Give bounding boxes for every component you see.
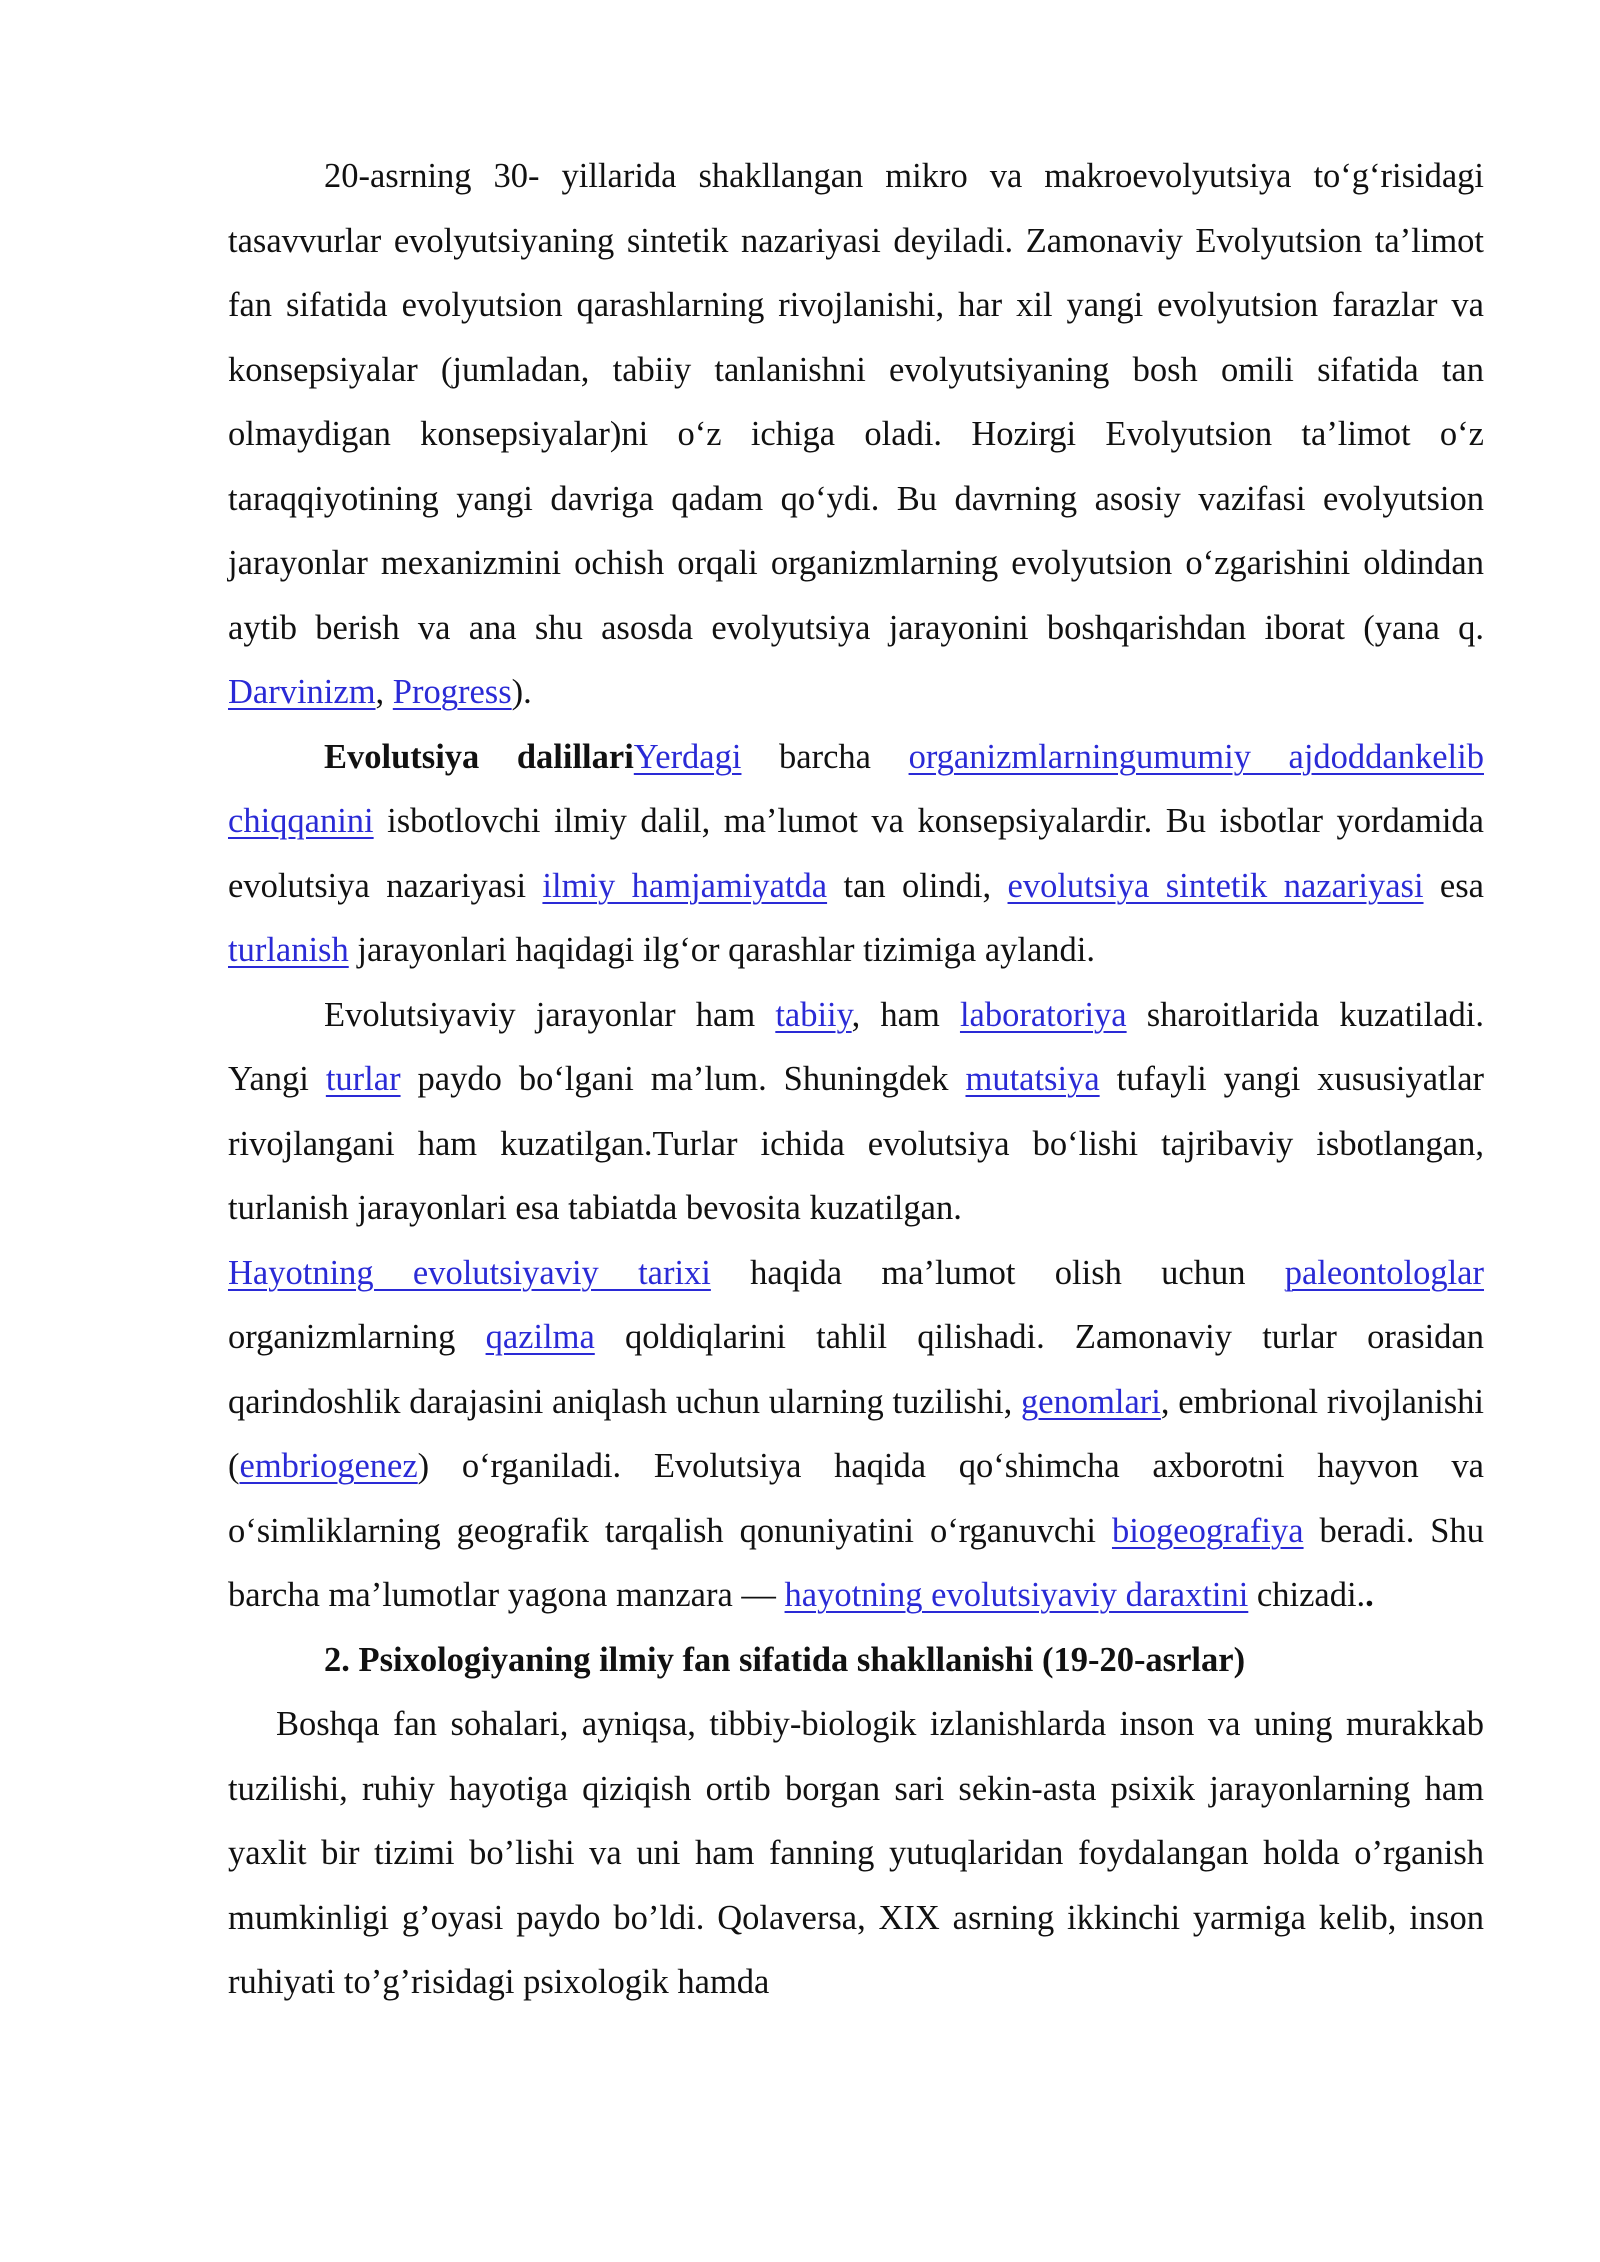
paragraph-text: tan olindi, bbox=[827, 866, 1008, 905]
paragraph-text: ). bbox=[511, 673, 532, 711]
paragraph-text: 20-asrning 30- yillarida shakllangan mikro va makroevolyutsiya to‘g‘risidagi tasavvurlar evolyutsiyaning sintetik nazariyasi deyiladi. Zamonaviy Evolyutsion ta’limot fan sifatida evolyutsion qarashlarning rivojlanishi, har xil yangi evolyutsion farazlar va konsepsiyalar (jumladan, tabiiy tanlanishni evolyutsiyaning bosh omili sifatida tan olmaydigan konsepsiyalar)ni o‘z ichiga oladi. Hozirgi Evolyutsion ta’limot o‘z taraqqiyotining yangi davriga qadam qo‘ydi. Bu davrning asosiy vazifasi evolyutsion jarayonlar mexanizmini ochish orqali organizmlarning evolyutsion o‘zgarishini oldindan aytib berish va ana shu asosda evolyutsiya jarayonini boshqarishdan iborat (yana q. bbox=[228, 157, 1484, 647]
paragraph-text: qoldiqlarini tahlil qilishadi. Zamonaviy turlar orasidan qarindoshlik darajasini aniqlash uchun ularning tuzilishi, bbox=[228, 1318, 1484, 1421]
paragraph-psychology bbox=[228, 1692, 1484, 2015]
paragraph-text: Evolutsiyaviy jarayonlar ham bbox=[324, 995, 776, 1034]
paragraph-text: jarayonlari haqidagi ilg‘or qarashlar tizimiga aylandi. bbox=[348, 931, 1095, 969]
paragraph-text: isbotlovchi ilmiy dalil, ma’lumot va konsepsiyalardir. Bu isbotlar yordamida evolutsiya nazariyasi bbox=[228, 802, 1484, 905]
link-genomes[interactable]: genomlari bbox=[1021, 1382, 1161, 1421]
paragraph-history-of-life bbox=[228, 1241, 1484, 1628]
link-embryogenesis[interactable]: embriogenez bbox=[239, 1447, 418, 1485]
link-scientific-community[interactable]: ilmiy hamjamiyatda bbox=[542, 866, 828, 905]
paragraph-text: barcha bbox=[741, 737, 909, 776]
paragraph-evolution-evidence bbox=[228, 725, 1484, 983]
paragraph-text: beradi. Shu barcha ma’lumotlar yagona manzara — bbox=[228, 1511, 1484, 1614]
paragraph-observed-evolution bbox=[228, 983, 1484, 1241]
paragraph-text: organizmlarning bbox=[228, 1318, 486, 1356]
link-progress[interactable]: Progress bbox=[392, 673, 512, 711]
link-species[interactable]: turlar bbox=[325, 1060, 401, 1098]
link-mutation[interactable]: mutatsiya bbox=[965, 1060, 1100, 1098]
paragraph-text: , ham bbox=[851, 995, 960, 1034]
paragraph-text: sharoitlarida kuzatiladi. Yangi bbox=[228, 995, 1484, 1098]
paragraph-text: , bbox=[375, 673, 393, 711]
link-laboratory[interactable]: laboratoriya bbox=[959, 995, 1127, 1034]
paragraph-text: . bbox=[1365, 1576, 1374, 1614]
link-synthetic-theory[interactable]: evolutsiya sintetik nazariyasi bbox=[1007, 866, 1424, 905]
link-natural[interactable]: tabiiy bbox=[775, 995, 852, 1034]
paragraph-text: ) o‘rganiladi. Evolutsiya haqida qo‘shimcha axborotni hayvon va o‘simliklarning geografik tarqalish qonuniyatini o‘rganuvchi bbox=[228, 1447, 1484, 1550]
link-tree-of-life[interactable]: hayotning evolutsiyaviy daraxtini bbox=[784, 1576, 1249, 1614]
paragraph-evolution-theory bbox=[228, 144, 1484, 725]
paragraph-text: esa bbox=[1423, 866, 1484, 905]
link-paleontologists[interactable]: paleontologlar bbox=[1284, 1253, 1484, 1292]
paragraph-text: Boshqa fan sohalari, ayniqsa, tibbiy-biologik izlanishlarda inson va uning murakkab tuzilishi, ruhiy hayotiga qiziqish ortib borgan sari sekin-asta psixik jarayonlarning ham yaxlit bir tizimi bo’lishi va uni ham fanning yutuqlaridan foydalangan holda o’rganish mumkinligi g’oyasi paydo bo’ldi. Qolaversa, XIX asrning ikkinchi yarmiga kelib, inson ruhiyati to’g’risidagi psixologik hamda bbox=[228, 1705, 1484, 2001]
document-body bbox=[228, 144, 1484, 2015]
paragraph-text: tufayli yangi xususiyatlar rivojlangani ham kuzatilgan.Turlar ichida evolutsiya bo‘lishi tajribaviy isbotlangan, turlanish jarayonlari esa tabiatda bevosita kuzatilgan. bbox=[228, 1060, 1484, 1227]
link-speciation[interactable]: turlanish bbox=[228, 931, 349, 969]
link-fossil[interactable]: qazilma bbox=[485, 1318, 595, 1356]
section-term: Evolutsiya dalillari bbox=[324, 737, 634, 776]
link-common-ancestry[interactable]: organizmlarningumumiy ajdoddankelib chiqqanini bbox=[228, 737, 1484, 840]
paragraph-text: , embrional rivojlanishi ( bbox=[228, 1382, 1484, 1485]
link-darvinizm[interactable]: Darvinizm bbox=[228, 673, 376, 711]
paragraph-text: paydo bo‘lgani ma’lum. Shuningdek bbox=[400, 1060, 966, 1098]
link-evolutionary-history[interactable]: Hayotning evolutsiyaviy tarixi bbox=[228, 1253, 711, 1292]
link-biogeography[interactable]: biogeografiya bbox=[1111, 1511, 1304, 1550]
link-yerdagi[interactable]: Yerdagi bbox=[633, 737, 742, 776]
paragraph-text: chizadi. bbox=[1248, 1576, 1366, 1614]
section-heading: 2. Psixologiyaning ilmiy fan sifatida shakllanishi (19-20-asrlar) bbox=[324, 1640, 1246, 1679]
paragraph-text: haqida ma’lumot olish uchun bbox=[710, 1253, 1285, 1292]
